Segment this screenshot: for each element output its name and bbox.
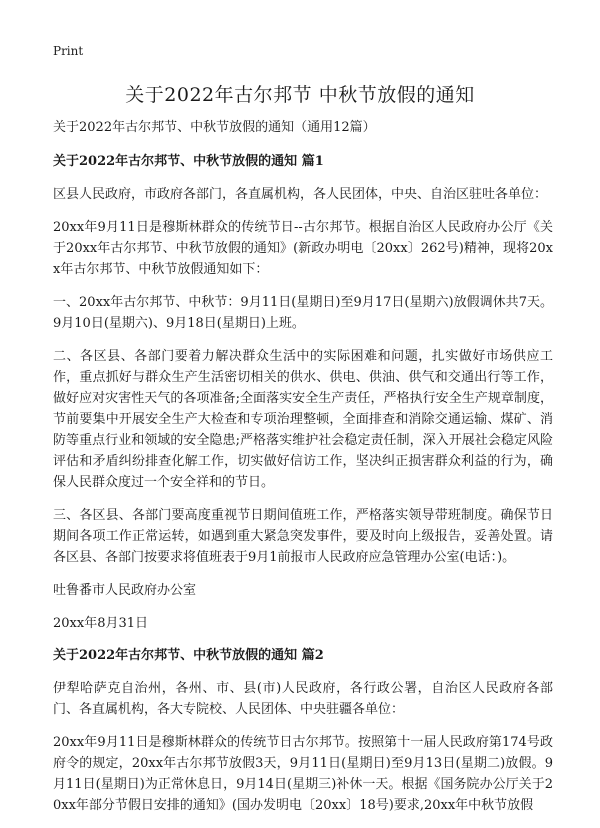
intro-paragraph: 20xx年9月11日是穆斯林群众的传统节日--古尔邦节。根据自治区人民政府办公厅《关于20xx年古尔邦节、中秋节放假的通知》(新政办明电〔20xx〕262号)精神，现将20xx年古尔邦节、中秋节放假通知如下： — [53, 220, 553, 277]
print-link[interactable]: Print — [53, 44, 84, 58]
document-title: 关于2022年古尔邦节 中秋节放假的通知 — [125, 84, 475, 106]
document-subtitle: 关于2022年古尔邦节、中秋节放假的通知（通用12篇） — [53, 120, 376, 135]
section-2 — [53, 646, 553, 816]
addressee-paragraph: 区县人民政府，市政府各部门，各直属机构，各人民团体，中央、自治区驻吐各单位： — [53, 187, 548, 202]
item-two-paragraph: 二、各区县、各部门要着力解决群众生活中的实际困难和问题，扎实做好市场供应工作，重点抓好与群众生产生活密切相关的供水、供电、供油、供气和交通出行等工作，做好应对灾害性天气的各项准备;全面落实安全生产责任，严格执行安全生产规章制度，节前要集中开展安全生产大检查和专项治理整顿，全面排查和消除交通运输、煤矿、消防等重点行业和领域的安全隐患;严格落实维护社会稳定责任制，深入开展社会稳定风险评估和矛盾纠纷排查化解工作，切实做好信访工作，坚决纠正损害群众利益的行为，确保人民群众度过一个安全祥和的节日。 — [53, 349, 553, 490]
item-three-paragraph: 三、各区县、各部门要高度重视节日期间值班工作，严格落实领导带班制度。确保节日期间各项工作正常运转，如遇到重大紧急突发事件，要及时向上级报告，妥善处置。请各区县、各部门按要求将值班表于9月1前报市人民政府应急管理办公室(电话：)。 — [53, 508, 553, 565]
section-1 — [53, 152, 553, 634]
intro-paragraph: 20xx年9月11日是穆斯林群众的传统节日古尔邦节。按照第十一届人民政府第174号政府令的规定，20xx年古尔邦节放假3天，9月11日(星期日)至9月13日(星期二)放假。9月11日(星期日)为正常休息日，9月14日(星期三)补休一天。根据《国务院办公厅关于20xx年部分节假日安排的通知》(国办发明电〔20xx〕18号)要求,20xx年中秋节放假 — [53, 735, 553, 813]
item-one-paragraph: 一、20xx年古尔邦节、中秋节：9月11日(星期日)至9月17日(星期六)放假调休共7天。9月10日(星期六)、9月18日(星期日)上班。 — [53, 295, 553, 331]
document-body — [53, 118, 553, 828]
date-line: 20xx年8月31日 — [53, 616, 149, 631]
addressee-paragraph: 伊犁哈萨克自治州，各州、市、县(市)人民政府，各行政公署，自治区人民政府各部门、各直属机构，各大专院校、人民团体、中央驻疆各单位： — [53, 681, 553, 717]
section-heading: 关于2022年古尔邦节、中秋节放假的通知 篇2 — [53, 648, 324, 663]
issuer-line: 吐鲁番市人民政府办公室 — [53, 583, 197, 598]
section-heading: 关于2022年古尔邦节、中秋节放假的通知 篇1 — [53, 154, 324, 169]
